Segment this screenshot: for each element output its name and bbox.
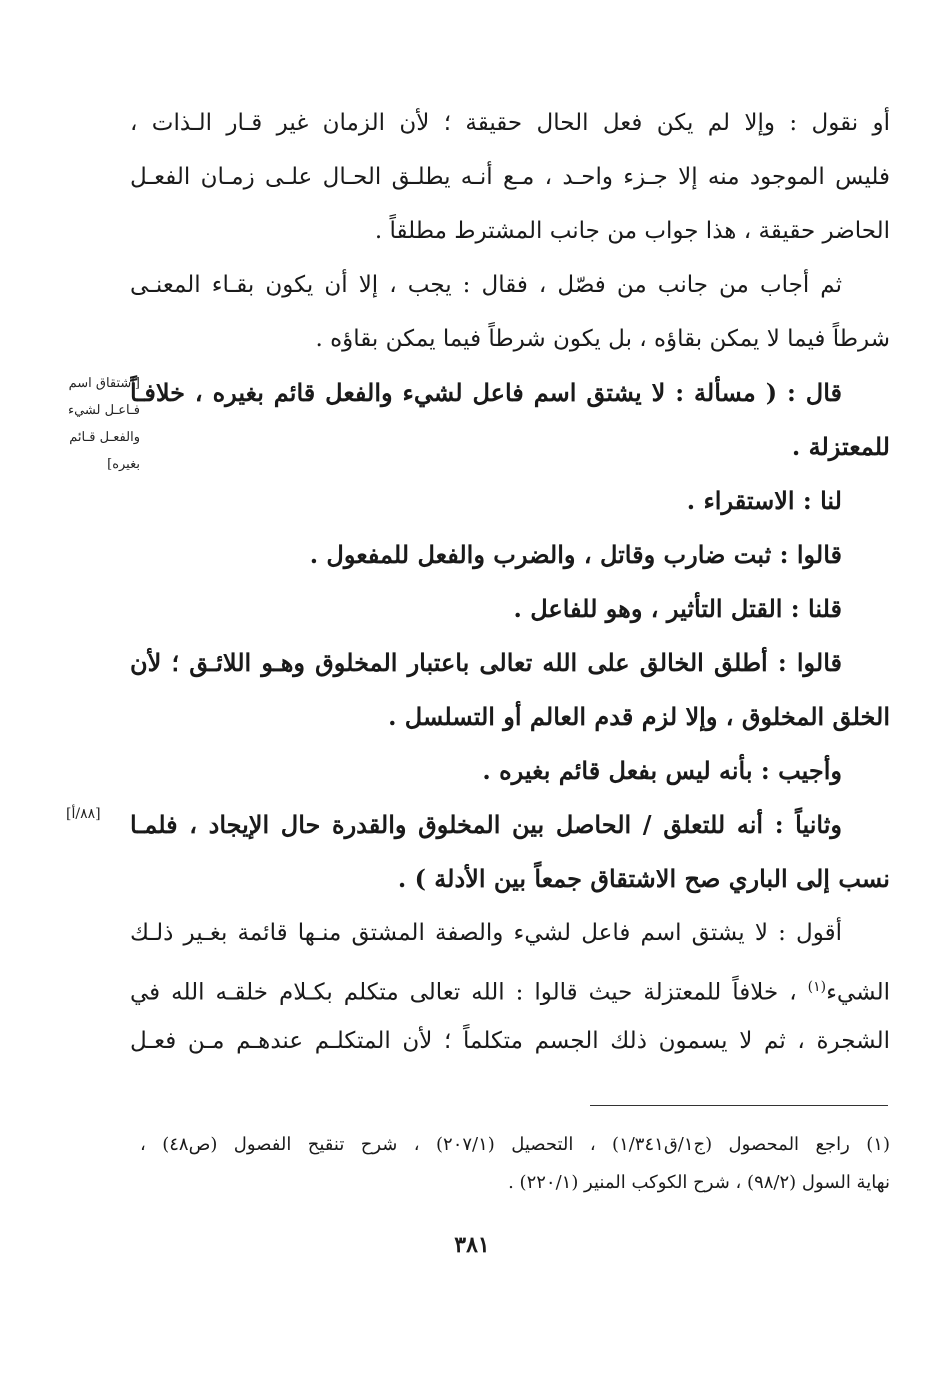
- manuscript-folio-mark: [٨٨/أ]: [66, 806, 101, 822]
- footnote-separator: [590, 1105, 888, 1106]
- quoted-text-line: للمعتزلة .: [791, 432, 890, 461]
- margin-note-line: فـاعـل لشيء: [67, 403, 140, 418]
- quoted-text-line: قالوا : ثبت ضارب وقاتل ، والضرب والفعل للمفعول .: [309, 540, 842, 569]
- quoted-text-line: قالوا : أطلق الخالق على الله تعالى باعتبار المخلوق وهـو اللائـق ؛ لأن: [130, 648, 842, 677]
- text-fragment: الشيء: [826, 979, 890, 1006]
- footnote-line: (١) راجع المحصول (ج١/ق١/٣٤١) ، التحصيل (٢٠٧/١) ، شرح تنقيح الفصول (ص٤٨) ،: [140, 1134, 890, 1155]
- quoted-text-line: نسب إلى الباري صح الاشتقاق جمعاً بين الأدلة ) .: [397, 864, 890, 893]
- text-line: شرطاً فيما لا يمكن بقاؤه ، بل يكون شرطاً فيما يمكن بقاؤه .: [315, 326, 890, 352]
- quoted-text-line: وثانياً : أنه للتعلق / الحاصل بين المخلوق والقدرة حال الإيجاد ، فلمـا: [130, 810, 842, 839]
- page-number: ٣٨١: [454, 1232, 490, 1258]
- text-line: فليس الموجود منه إلا جـزء واحـد ، مـع أنـه يطلـق الحـال علـى زمـان الفعـل: [130, 164, 890, 190]
- margin-note-line: [اشتقاق اسم: [68, 376, 140, 391]
- quoted-text-line: وأجيب : بأنه ليس بفعل قائم بغيره .: [482, 756, 842, 785]
- text-line: ثم أجاب من جانب من فصّل ، فقال : يجب ، إلا أن يكون بقـاء المعنـى: [130, 272, 842, 298]
- text-line: [130, 960, 890, 1014]
- quoted-text-line: لنا : الاستقراء .: [686, 486, 842, 515]
- quoted-text-line: قال : ( مسألة : لا يشتق اسم فاعل لشيء والفعل قائم بغيره ، خلافـاً: [130, 378, 842, 407]
- text-line: الشجرة ، ثم لا يسمون ذلك الجسم متكلماً ؛ لأن المتكلـم عندهـم مـن فعـل: [130, 1028, 890, 1054]
- text-line: أقول : لا يشتق اسم فاعل لشيء والصفة المشتق منـها قائمة بغـير ذلـك: [130, 920, 842, 946]
- footnotes: [140, 1126, 890, 1202]
- quoted-text-line: قلنا : القتل التأثير ، وهو للفاعل .: [513, 594, 842, 623]
- quoted-text-line: الخلق المخلوق ، وإلا لزم قدم العالم أو التسلسل .: [388, 702, 890, 731]
- margin-note: [44, 370, 140, 478]
- margin-note-line: بغيره]: [107, 457, 140, 472]
- footnote-line: نهاية السول (٩٨/٢) ، شرح الكوكب المنير (٢٢٠/١) .: [508, 1172, 890, 1193]
- main-text: [130, 96, 890, 1068]
- text-line: أو نقول : وإلا لم يكن فعل الحال حقيقة ؛ لأن الزمان غير قـار الـذات ،: [130, 110, 890, 136]
- text-line: الحاضر حقيقة ، هذا جواب من جانب المشترط مطلقاً .: [374, 218, 890, 244]
- margin-note-line: والفعـل قـائم: [69, 430, 140, 445]
- footnote-reference[interactable]: (١): [807, 979, 827, 995]
- text-fragment: ، خلافاً للمعتزلة حيث قالوا : الله تعالى متكلم بكـلام خلقـه الله في: [130, 979, 797, 1006]
